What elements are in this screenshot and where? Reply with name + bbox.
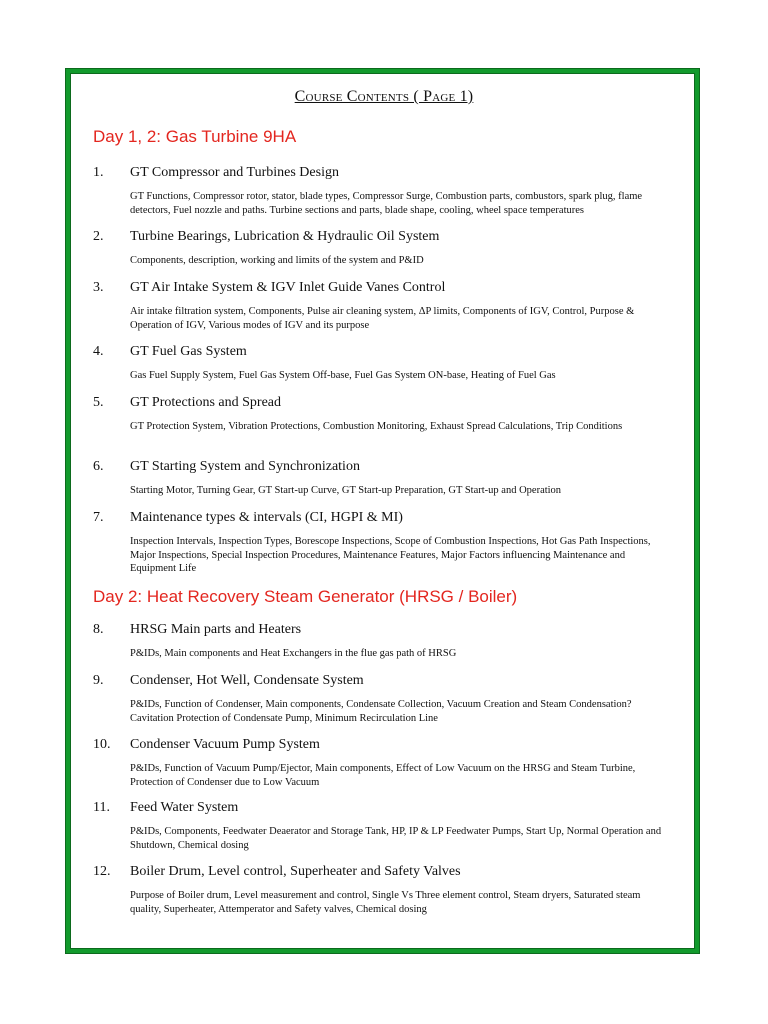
item-description: GT Functions, Compressor rotor, stator, blade types, Compressor Surge, Combustion parts, combustors, spark plug, flame detectors, Fuel nozzle and paths. Turbine sections and parts, blade shape, cooling, wheel space temperatures <box>130 191 643 216</box>
item-number: 3. <box>93 280 104 295</box>
item-title: Turbine Bearings, Lubrication & Hydraulic Oil System <box>130 229 440 244</box>
item-title: HRSG Main parts and Heaters <box>130 622 302 637</box>
item-description: GT Protection System, Vibration Protections, Combustion Monitoring, Exhaust Spread Calculations, Trip Conditions <box>130 421 623 432</box>
item-title: GT Protections and Spread <box>130 395 281 410</box>
item-number: 9. <box>93 673 104 688</box>
section-heading-day-2: Day 2: Heat Recovery Steam Generator (HRSG / Boiler) <box>93 587 518 606</box>
section-heading-day-1-2: Day 1, 2: Gas Turbine 9HA <box>93 127 297 146</box>
item-description: P&IDs, Function of Vacuum Pump/Ejector, Main components, Effect of Low Vacuum on the HRSG and Steam Turbine, Protection of Condenser due to Low Vacuum <box>130 763 636 788</box>
item-description: Purpose of Boiler drum, Level measurement and control, Single Vs Three element control, Steam dryers, Saturated steam quality, Superheater, Attemperator and Safety valves, Chemical dosing <box>130 890 641 915</box>
item-number: 8. <box>93 622 104 637</box>
item-description: P&IDs, Components, Feedwater Deaerator and Storage Tank, HP, IP & LP Feedwater Pumps, Start Up, Normal Operation and Shutdown, Chemical dosing <box>130 826 662 851</box>
item-title: GT Air Intake System & IGV Inlet Guide Vanes Control <box>130 280 446 295</box>
item-number: 11. <box>93 800 110 815</box>
item-number: 2. <box>93 229 104 244</box>
item-description: Gas Fuel Supply System, Fuel Gas System Off-base, Fuel Gas System ON-base, Heating of Fuel Gas <box>130 370 556 381</box>
item-title: Boiler Drum, Level control, Superheater and Safety Valves <box>130 864 461 879</box>
item-number: 4. <box>93 344 104 359</box>
item-description: P&IDs, Main components and Heat Exchangers in the flue gas path of HRSG <box>130 648 457 659</box>
item-title: GT Starting System and Synchronization <box>130 459 360 474</box>
item-description: Starting Motor, Turning Gear, GT Start-up Curve, GT Start-up Preparation, GT Start-up and Operation <box>130 485 562 496</box>
item-description: Inspection Intervals, Inspection Types, Borescope Inspections, Scope of Combustion Inspections, Hot Gas Path Inspections, Major Inspections, Special Inspection Procedures, Maintenance Features, Major Factors influencing Maintenance and Equipment Life <box>130 536 651 574</box>
item-number: 6. <box>93 459 104 474</box>
page-title: Course Contents ( Page 1) <box>294 88 474 105</box>
item-title: Feed Water System <box>130 800 239 815</box>
item-number: 1. <box>93 165 104 180</box>
item-title: Condenser Vacuum Pump System <box>130 737 320 752</box>
item-title: GT Compressor and Turbines Design <box>130 165 339 180</box>
item-number: 12. <box>93 864 111 879</box>
item-title: GT Fuel Gas System <box>130 344 247 359</box>
item-number: 10. <box>93 737 111 752</box>
item-description: Air intake filtration system, Components, Pulse air cleaning system, ΔP limits, Components of IGV, Control, Purpose & Operation of IGV, Various modes of IGV and its purpose <box>130 306 635 331</box>
item-description: P&IDs, Function of Condenser, Main components, Condensate Collection, Vacuum Creation and Steam Condensation? Cavitation Protection of Condensate Pump, Minimum Recirculation Line <box>130 699 632 724</box>
item-number: 7. <box>93 510 104 525</box>
item-title: Condenser, Hot Well, Condensate System <box>130 673 364 688</box>
item-title: Maintenance types & intervals (CI, HGPI & MI) <box>130 510 403 525</box>
item-description: Components, description, working and limits of the system and P&ID <box>130 255 424 266</box>
item-number: 5. <box>93 395 104 410</box>
